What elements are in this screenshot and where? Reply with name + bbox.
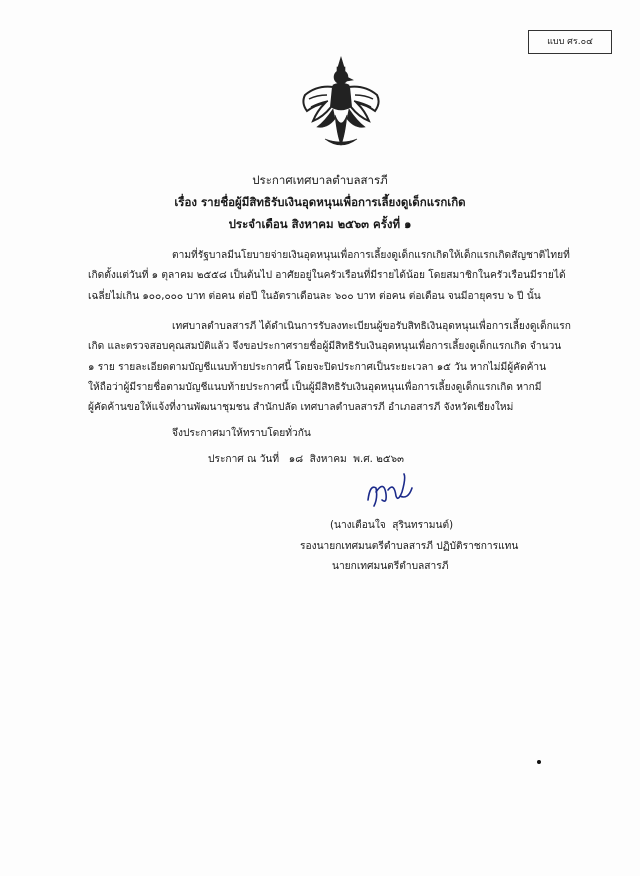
signatory-position-2: นายกเทศมนตรีตำบลสารภี [332,561,449,572]
handwritten-signature-icon [360,470,420,512]
paragraph2-line3: ๑ ราย รายละเอียดตามบัญชีแนบท้ายประกาศนี้ โดยจะปิดประกาศเป็นระยะเวลา ๑๕ วัน หากไม่มีผู้คัดค้าน [88,362,547,373]
form-code-box: แบบ ศร.๐๔ [528,30,612,54]
paragraph1-line3: เฉลี่ยไม่เกิน ๑๐๐,๐๐๐ บาท ต่อคน ต่อปี ในอัตราเดือนละ ๖๐๐ บาท ต่อคน ต่อเดือน จนมีอายุครบ ๖ ปี นั้น [88,291,541,302]
announcement-issuer: ประกาศเทศบาลตำบลสารภี [252,173,388,187]
closing-statement: จึงประกาศมาให้ทราบโดยทั่วกัน [172,428,311,439]
paragraph2-line2: เกิด และตรวจสอบคุณสมบัติแล้ว จึงขอประกาศรายชื่อผู้มีสิทธิรับเงินอุดหนุนเพื่อการเลี้ยงดูเด็กแรกเกิด จำนวน [88,341,562,352]
paragraph1-line1: ตามที่รัฐบาลมีนโยบายจ่ายเงินอุดหนุนเพื่อการเลี้ยงดูเด็กแรกเกิดให้เด็กแรกเกิดสัญชาติไทยที่ [172,250,570,261]
announcement-date: ประกาศ ณ วันที่ ๑๘ สิงหาคม พ.ศ. ๒๕๖๓ [208,454,404,465]
signatory-position-1: รองนายกเทศมนตรีตำบลสารภี ปฏิบัติราชการแทน [300,541,519,552]
stray-ink-dot [537,760,541,764]
garuda-emblem-icon [295,55,387,153]
paragraph2-line4: ให้ถือว่าผู้มีรายชื่อตามบัญชีแนบท้ายประกาศนี้ เป็นผู้มีสิทธิรับเงินอุดหนุนเพื่อการเลี้ยงดูเด็กแรกเกิด หากมี [88,382,542,393]
paragraph2-line1: เทศบาลตำบลสารภี ได้ดำเนินการรับลงทะเบียนผู้ขอรับสิทธิเงินอุดหนุนเพื่อการเลี้ยงดูเด็กแรก [172,321,571,332]
announcement-period: ประจำเดือน สิงหาคม ๒๕๖๓ ครั้งที่ ๑ [228,217,412,231]
paragraph1-line2: เกิดตั้งแต่วันที่ ๑ ตุลาคม ๒๕๕๘ เป็นต้นไป อาศัยอยู่ในครัวเรือนที่มีรายได้น้อย โดยสมาชิกในครัวเรือนมีรายได้ [88,270,566,281]
paragraph2-line5: ผู้คัดค้านขอให้แจ้งที่งานพัฒนาชุมชน สำนักปลัด เทศบาลตำบลสารภี อำเภอสารภี จังหวัดเชียงใหม่ [88,402,514,413]
signatory-name: (นางเตือนใจ สุรินทรามนต์) [330,520,454,531]
announcement-subject: เรื่อง รายชื่อผู้มีสิทธิรับเงินอุดหนุนเพื่อการเลี้ยงดูเด็กแรกเกิด [174,195,466,209]
